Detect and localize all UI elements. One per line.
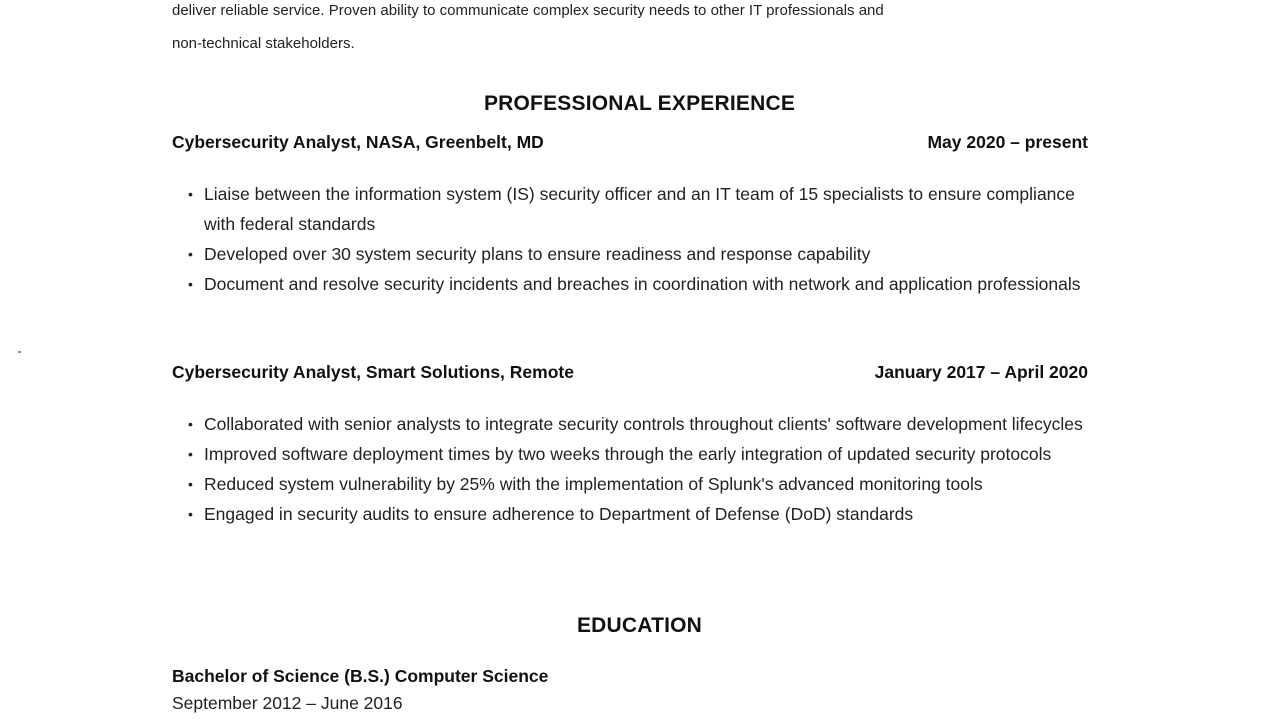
bullet-item [186,499,1091,529]
bullet-icon: • [188,476,193,492]
bullet-item [186,439,1091,469]
bullet-icon: • [188,416,193,432]
bullet-item [186,269,1091,299]
bullet-text: Engaged in security audits to ensure adherence to Department of Defense (DoD) standards [204,504,914,524]
job-header [172,362,1088,383]
scan-speck [18,351,21,353]
education-dates: September 2012 – June 2016 [172,693,403,713]
bullet-icon: • [188,446,193,462]
bullet-text: Improved software deployment times by two weeks through the early integration of updated security protocols [204,444,1052,464]
bullet-text: Document and resolve security incidents and breaches in coordination with network and application professionals [204,274,1081,294]
degree-title: Bachelor of Science (B.S.) Computer Science [172,666,549,686]
summary-paragraph [172,0,1092,60]
job-title: Cybersecurity Analyst, NASA, Greenbelt, MD [172,132,544,152]
bullet-item [186,179,1091,239]
bullet-icon: • [188,506,193,522]
job-dates: January 2017 – April 2020 [874,362,1088,382]
section-heading-education: EDUCATION [576,614,703,637]
job-bullets [186,179,1091,299]
section-heading-experience: PROFESSIONAL EXPERIENCE [483,92,796,115]
summary-line: non-technical stakeholders. [172,35,355,52]
bullet-item [186,409,1091,439]
job-title: Cybersecurity Analyst, Smart Solutions, Remote [172,362,574,382]
bullet-item [186,239,1091,269]
job-header [172,132,1088,153]
job-bullets [186,409,1091,529]
bullet-text: Reduced system vulnerability by 25% with the implementation of Splunk's advanced monitoring tools [204,474,983,494]
summary-line: deliver reliable service. Proven ability to communicate complex security needs to other IT professionals and [172,2,884,19]
bullet-icon: • [188,186,193,202]
bullet-item [186,469,1091,499]
bullet-text: Collaborated with senior analysts to integrate security controls throughout clients' software development lifecycles [204,414,1083,434]
job-dates: May 2020 – present [927,132,1088,152]
bullet-text: Developed over 30 system security plans to ensure readiness and response capability [204,244,871,264]
bullet-icon: • [188,276,193,292]
bullet-text: Liaise between the information system (IS) security officer and an IT team of 15 specialists to ensure compliance with federal standards [204,184,1075,234]
bullet-icon: • [188,246,193,262]
